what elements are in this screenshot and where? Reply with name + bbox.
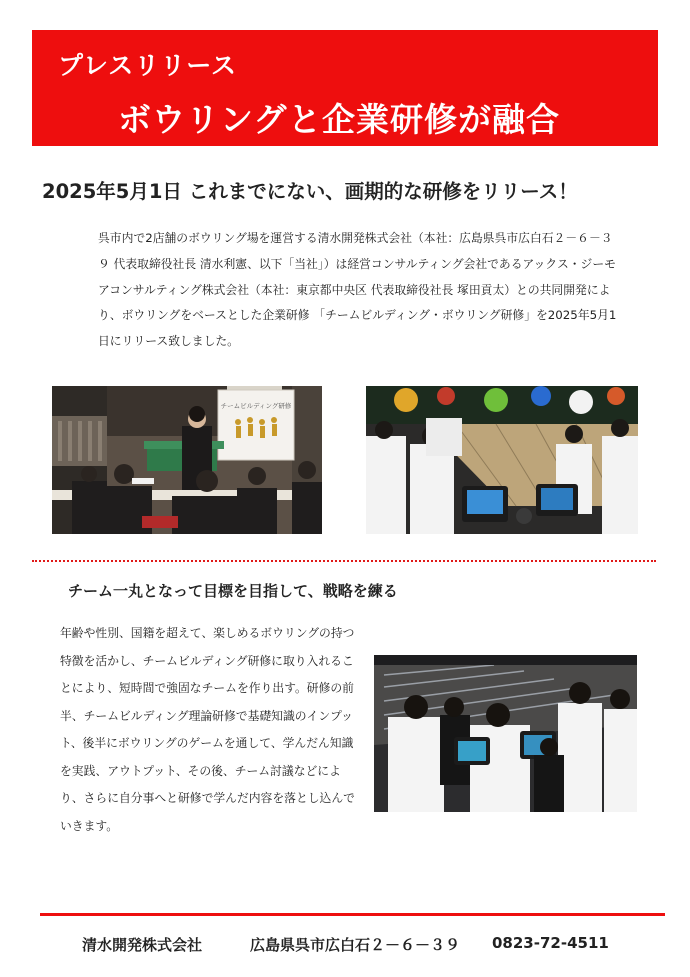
body-paragraph: 年齢や性別、国籍を超えて、楽しめるボウリングの持つ特徴を活かし、チームビルディング研修に取り入れることにより、短時間で強固なチームを作り出す。研修の前半、チームビルディング理論研修で基礎知識のインプット、後半にボウリングのゲームを通して、学んだん知識を実践、アウトプット、その後、チーム討議などにより、さらに自分事へと研修で学んだ内容を落とし込んでいきます。	[60, 626, 355, 833]
header-banner	[32, 30, 658, 146]
banner-title: ボウリングと企業研修が融合	[118, 100, 560, 139]
footer-divider	[40, 913, 665, 916]
section-heading: チーム一丸となって目標を目指して、戦略を練る	[68, 582, 398, 600]
bowling-group-photo	[366, 386, 638, 534]
seminar-photo	[52, 386, 322, 534]
bowling-training-photo	[374, 655, 637, 812]
footer-phone: 0823-72-4511	[492, 934, 609, 952]
slide-title-text: チームビルディング研修	[220, 402, 292, 410]
intro-paragraph: 呉市内で2店舗のボウリング場を運営する清水開発株式会社（本社：広島県呉市広白石２－６－３９ 代表取締役社長 清水利憲、以下「当社」）は経営コンサルティング会社であるアックス・ジーモアコンサルティング株式会社（本社：東京都中央区 代表取締役社長 塚田貢太）との共同開発により、ボウリングをベースとした企業研修 「チームビルディング・ボウリング研修」を2025年5月1日にリリース致しました。	[98, 231, 617, 349]
section-divider	[32, 560, 656, 562]
press-release-label: プレスリリース	[58, 51, 238, 80]
footer-company: 清水開発株式会社	[82, 936, 203, 954]
headline: 2025年5月1日 これまでにない、画期的な研修をリリース！	[42, 180, 578, 203]
footer-address: 広島県呉市広白石２－６－３９	[250, 936, 461, 954]
